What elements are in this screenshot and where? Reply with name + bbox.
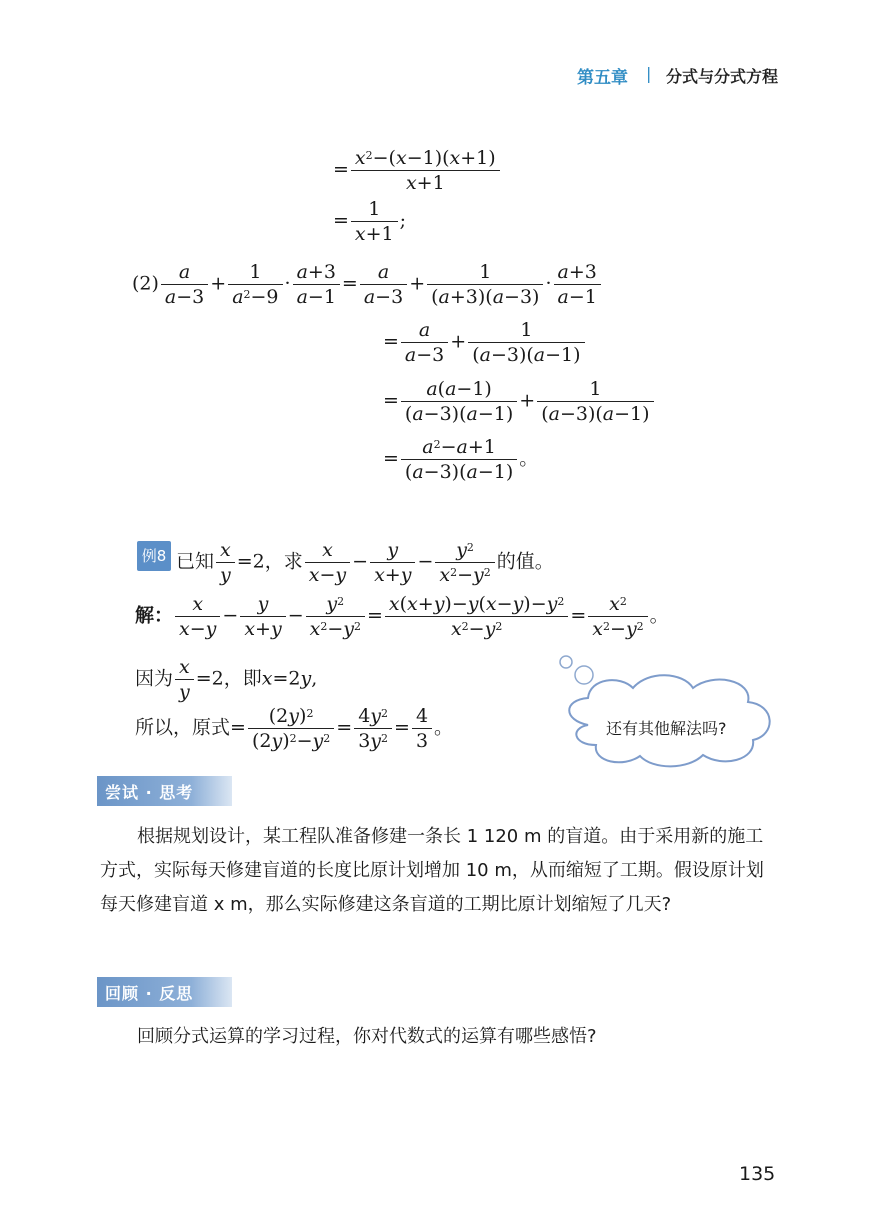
chapter-title: 分式与分式方程 — [666, 67, 779, 86]
given-prefix: 已知 — [176, 550, 215, 573]
ask-text: ，求 — [264, 550, 303, 573]
thought-cloud-text: 还有其他解法吗? — [606, 719, 727, 738]
section-review-header — [97, 977, 232, 1007]
because-label: 因为 — [135, 667, 174, 690]
namely-label: ，即 — [223, 667, 262, 690]
math-line-1a: = $\frac{x^2-(x-1)(x+1)}{x+1}$ — [333, 146, 502, 195]
section-review-title: 回顾 · 反思 — [105, 984, 194, 1003]
chapter-label: 第五章 — [577, 68, 628, 88]
math-line-2a: (2) $\frac{a}{a-3}$ + $\frac{1}{a^2-9}$ · $\frac{a+3}{a-1}$ = $\frac{a}{a-3}$ + $\frac{1}{(a+3)(a-3)}$ · $\frac{a+3}{a-1}$ — [132, 260, 603, 309]
example8-because: 因为 $\frac{x}{y}$ =2，即x=2y, — [135, 656, 318, 703]
section-try-text: 根据规划设计，某工程队准备修建一条长 1 120 m 的盲道。由于采用新的施工方式，实际每天修建盲道的长度比原计划增加 10 m，从而缩短了工期。假设原计划每天修建盲道 x m，那么实际修建这条盲道的工期比原计划缩短了几天? — [100, 826, 764, 915]
ask-suffix: 的值。 — [496, 550, 554, 573]
example-badge: 例8 — [137, 541, 171, 571]
so-label: 所以，原式 — [135, 716, 231, 739]
section-try-title: 尝试 · 思考 — [105, 783, 194, 802]
thought-cloud — [548, 650, 783, 775]
header-separator: | — [646, 64, 652, 83]
math-line-2c: = $\frac{a(a-1)}{(a-3)(a-1)}$ + $\frac{1}{(a-3)(a-1)}$ — [383, 377, 656, 426]
example8-result: 所以，原式= $\frac{(2y)^2}{(2y)^2-y^2}$ = $\frac{4y^2}{3y^2}$ = $\frac{4}{3}$ 。 — [135, 705, 454, 752]
page-number: 135 — [739, 1163, 776, 1185]
section-review-text: 回顾分式运算的学习过程，你对代数式的运算有哪些感悟? — [137, 1026, 597, 1047]
example8-question: 已知 $\frac{x}{y}$ =2，求 $\frac{x}{x-y}$ − $\frac{y}{x+y}$ − $\frac{y^2}{x^2-y^2}$ 的值。 — [176, 539, 554, 586]
solution-label: 解： — [135, 604, 174, 627]
math-line-2b: = $\frac{a}{a-3}$ + $\frac{1}{(a-3)(a-1)}$ — [383, 318, 587, 367]
example8-solution: 解： $\frac{x}{x-y}$ − $\frac{y}{x+y}$ − $\frac{y^2}{x^2-y^2}$ = $\frac{x(x+y)-y(x-y)-y^2}{x^2-y^2}$ = $\frac{x^2}{x^2-y^2}$ 。 — [135, 593, 669, 640]
math-line-2d: = $\frac{a^2-a+1}{(a-3)(a-1)}$ 。 — [383, 436, 539, 483]
section-try-header — [97, 776, 232, 806]
math-line-1b: = $\frac{1}{x+1}$ ; — [333, 198, 407, 245]
